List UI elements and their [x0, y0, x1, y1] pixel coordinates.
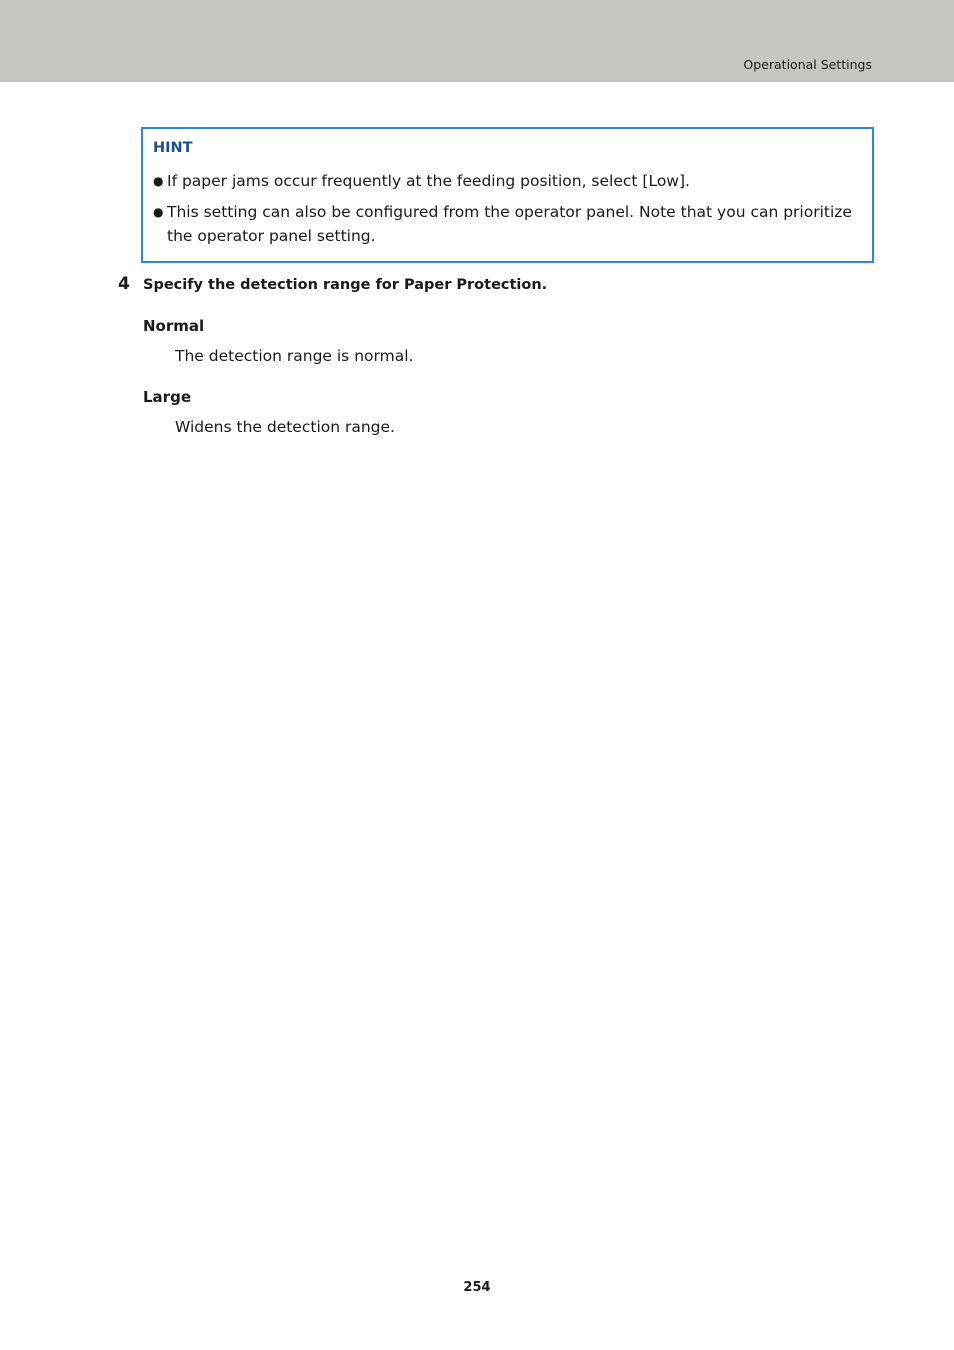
- option-term: Large: [143, 388, 191, 406]
- section-title: Operational Settings: [743, 57, 872, 72]
- option-description: Widens the detection range.: [175, 418, 395, 436]
- hint-item-text: If paper jams occur frequently at the feeding position, select [Low].: [167, 172, 690, 190]
- bullet-icon: ●: [153, 205, 164, 219]
- hint-box: [141, 127, 874, 263]
- option-term: Normal: [143, 317, 205, 335]
- hint-label: HINT: [153, 140, 193, 156]
- step-instruction: Specify the detection range for Paper Protection.: [143, 277, 548, 293]
- page-number: 254: [463, 1280, 491, 1295]
- page-header: [0, 0, 954, 82]
- hint-list-item: [153, 169, 863, 193]
- step-number: 4: [118, 274, 130, 294]
- bullet-icon: ●: [153, 174, 164, 188]
- hint-list-item: [153, 200, 863, 248]
- option-description: The detection range is normal.: [175, 347, 414, 365]
- hint-item-text: This setting can also be configured from the operator panel. Note that you can prioritize the operator panel setting.: [167, 203, 852, 245]
